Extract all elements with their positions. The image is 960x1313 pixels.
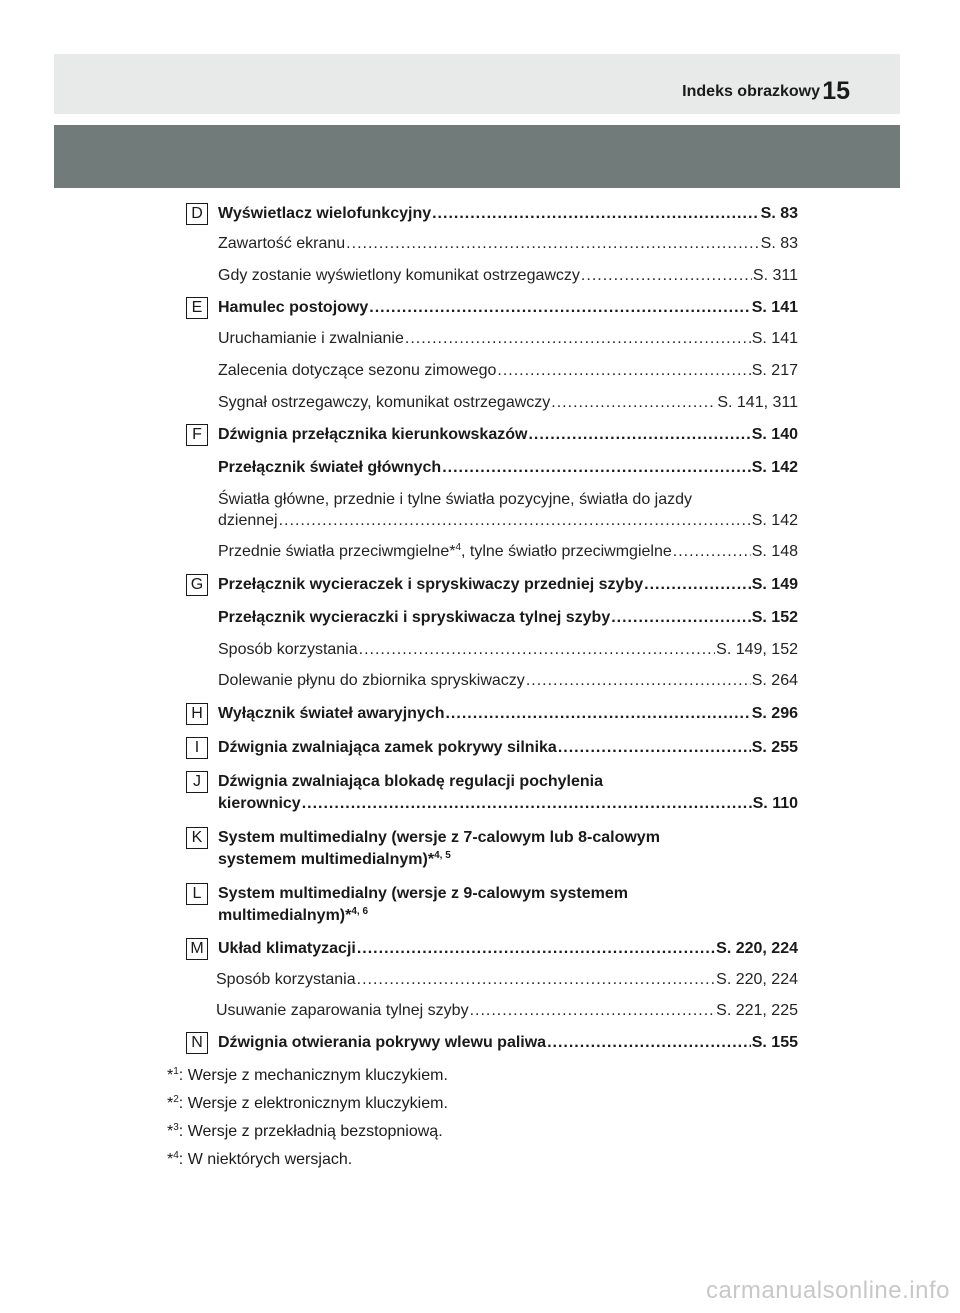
index-entry[interactable] (218, 738, 798, 758)
footnote-number: 4 (173, 1150, 179, 1161)
footnote-text: : Wersje z mechanicznym kluczykiem. (178, 1067, 448, 1084)
dot-leader (497, 361, 750, 381)
entry-title: Uruchamianie i zwalnianie (218, 330, 404, 347)
footnote-mark: * (167, 1067, 174, 1084)
letter-badge-i: I (186, 737, 208, 759)
dot-leader (611, 608, 751, 628)
index-subentry[interactable] (216, 1001, 798, 1021)
letter-badge-j: J (186, 771, 208, 793)
dot-leader (470, 1001, 716, 1021)
entry-title: Wyłącznik świateł awaryjnych (218, 705, 445, 722)
letter-badge-d: D (186, 203, 208, 225)
entry-title-line: Dźwignia zwalniająca blokadę regulacji pochylenia (218, 773, 604, 790)
page-ref: S. 220, 224 (716, 940, 798, 957)
entry-title: Usuwanie zaparowania tylnej szyby (216, 1002, 469, 1019)
footnote-number: 3 (173, 1122, 179, 1133)
page-ref: S. 141 (751, 330, 798, 347)
dot-leader (357, 939, 715, 959)
footnote-mark: * (167, 1095, 174, 1112)
page-ref: S. 149 (751, 576, 798, 593)
page-ref: S. 148 (751, 543, 798, 560)
page-number: 15 (822, 77, 850, 105)
footnote-mark: * (167, 1151, 174, 1168)
dot-leader (558, 738, 751, 758)
page-ref: S. 221, 225 (716, 1002, 798, 1019)
index-entry[interactable] (218, 1033, 798, 1053)
dot-leader (359, 640, 716, 660)
letter-badge-k: K (186, 827, 208, 849)
entry-title: Układ klimatyzacji (218, 940, 356, 957)
page-ref: S. 110 (752, 795, 798, 812)
entry-title-line: Światła główne, przednie i tylne światła pozycyjne, światła do jazdy (218, 491, 693, 508)
entry-title-part: Przednie światła przeciwmgielne* (218, 543, 456, 560)
footnote-text: : W niektórych wersjach. (178, 1151, 353, 1168)
index-entry[interactable] (218, 298, 798, 318)
index-entry[interactable] (218, 458, 798, 478)
letter-badge-n: N (186, 1032, 208, 1054)
index-subentry[interactable] (216, 970, 798, 990)
footnote-number: 1 (173, 1066, 179, 1077)
page-ref: S. 255 (751, 739, 798, 756)
letter-badge-e: E (186, 297, 208, 319)
index-subentry[interactable] (218, 511, 798, 531)
index-subentry[interactable] (218, 266, 798, 286)
footnote-ref: 4 (455, 542, 461, 553)
index-subentry[interactable] (218, 361, 798, 381)
index-subentry[interactable] (218, 671, 798, 691)
page-ref: S. 155 (751, 1034, 798, 1051)
page-ref: S. 142 (751, 512, 798, 529)
page-ref: S. 152 (751, 609, 798, 626)
footnote-text: : Wersje z przekładnią bezstopniową. (178, 1123, 443, 1140)
dot-leader (528, 425, 750, 445)
section-banner (54, 125, 900, 188)
footnote (167, 1122, 443, 1142)
dot-leader (302, 794, 752, 814)
page-ref: S. 217 (751, 362, 798, 379)
entry-title: systemem multimedialnym)* (218, 851, 435, 868)
entry-title: multimedialnym)* (218, 907, 352, 924)
dot-leader (357, 970, 716, 990)
index-entry[interactable] (218, 608, 798, 628)
index-subentry[interactable] (218, 640, 798, 660)
page-ref: S. 142 (751, 459, 798, 476)
page-ref: S. 220, 224 (716, 971, 798, 988)
dot-leader (673, 542, 751, 562)
index-subentry[interactable] (218, 542, 798, 562)
dot-leader (405, 329, 751, 349)
letter-badge-m: M (186, 938, 208, 960)
index-entry[interactable] (218, 704, 798, 724)
footnote-ref: 4, 6 (351, 906, 369, 917)
dot-leader (346, 234, 759, 254)
page-ref: S. 149, 152 (716, 641, 798, 658)
dot-leader (551, 393, 716, 413)
entry-title: Zawartość ekranu (218, 235, 346, 252)
index-entry[interactable] (218, 794, 798, 814)
entry-title-line: System multimedialny (wersje z 9-calowym systemem (218, 885, 628, 902)
index-entry[interactable] (218, 850, 798, 870)
index-entry[interactable] (218, 425, 798, 445)
page-ref: S. 296 (751, 705, 798, 722)
index-subentry[interactable] (218, 329, 798, 349)
entry-title (218, 542, 672, 562)
entry-title: Dolewanie płynu do zbiornika spryskiwaczy (218, 672, 525, 689)
index-entry[interactable] (218, 204, 798, 224)
entry-title: Przełącznik wycieraczki i spryskiwacza tylnej szyby (218, 609, 611, 626)
entry-title: Dźwignia zwalniająca zamek pokrywy silnika (218, 739, 557, 756)
dot-leader (432, 204, 760, 224)
entry-title: kierownicy (218, 795, 301, 812)
letter-badge-h: H (186, 703, 208, 725)
page-ref: S. 141 (751, 299, 798, 316)
footnote (167, 1066, 448, 1086)
index-entry[interactable] (218, 575, 798, 595)
entry-title: dziennej (218, 512, 278, 529)
dot-leader (547, 1033, 751, 1053)
footnote-text: : Wersje z elektronicznym kluczykiem. (178, 1095, 448, 1112)
page-ref: S. 140 (751, 426, 798, 443)
entry-title: Wyświetlacz wielofunkcyjny (218, 205, 432, 222)
page-ref: S. 264 (751, 672, 798, 689)
entry-title: Hamulec postojowy (218, 299, 369, 316)
page-ref: S. 83 (760, 205, 798, 222)
entry-title: Dźwignia otwierania pokrywy wlewu paliwa (218, 1034, 547, 1051)
dot-leader (644, 575, 751, 595)
entry-title: Sposób korzystania (218, 641, 358, 658)
watermark: carmanualsonline.info (706, 1277, 950, 1304)
dot-leader (442, 458, 751, 478)
entry-title: Gdy zostanie wyświetlony komunikat ostrzegawczy (218, 267, 580, 284)
footnote-ref: 4, 5 (434, 850, 451, 861)
page-ref: S. 311 (752, 267, 798, 284)
entry-title: Sygnał ostrzegawczy, komunikat ostrzegawczy (218, 394, 551, 411)
entry-title: Przełącznik świateł głównych (218, 459, 442, 476)
letter-badge-g: G (186, 574, 208, 596)
entry-title-part: , tylne światło przeciwmgielne (461, 543, 672, 560)
section-title: Indeks obrazkowy (682, 83, 820, 100)
footnote (167, 1094, 448, 1114)
index-subentry[interactable] (218, 393, 798, 413)
index-entry[interactable] (218, 939, 798, 959)
footnote (167, 1150, 352, 1170)
entry-title: Dźwignia przełącznika kierunkowskazów (218, 426, 528, 443)
dot-leader (369, 298, 750, 318)
entry-title: Sposób korzystania (216, 971, 356, 988)
entry-title: Zalecenia dotyczące sezonu zimowego (218, 362, 497, 379)
letter-badge-l: L (186, 883, 208, 905)
footnote-mark: * (167, 1123, 174, 1140)
dot-leader (526, 671, 751, 691)
entry-title: Przełącznik wycieraczek i spryskiwaczy przedniej szyby (218, 576, 644, 593)
footnote-number: 2 (173, 1094, 179, 1105)
index-subentry[interactable] (218, 234, 798, 254)
letter-badge-f: F (186, 424, 208, 446)
page-ref: S. 83 (760, 235, 798, 252)
entry-title-line: System multimedialny (wersje z 7-calowym lub 8-calowym (218, 829, 660, 846)
dot-leader (581, 266, 752, 286)
index-entry[interactable] (218, 906, 798, 926)
page-ref: S. 141, 311 (717, 394, 798, 411)
dot-leader (279, 511, 751, 531)
dot-leader (445, 704, 750, 724)
